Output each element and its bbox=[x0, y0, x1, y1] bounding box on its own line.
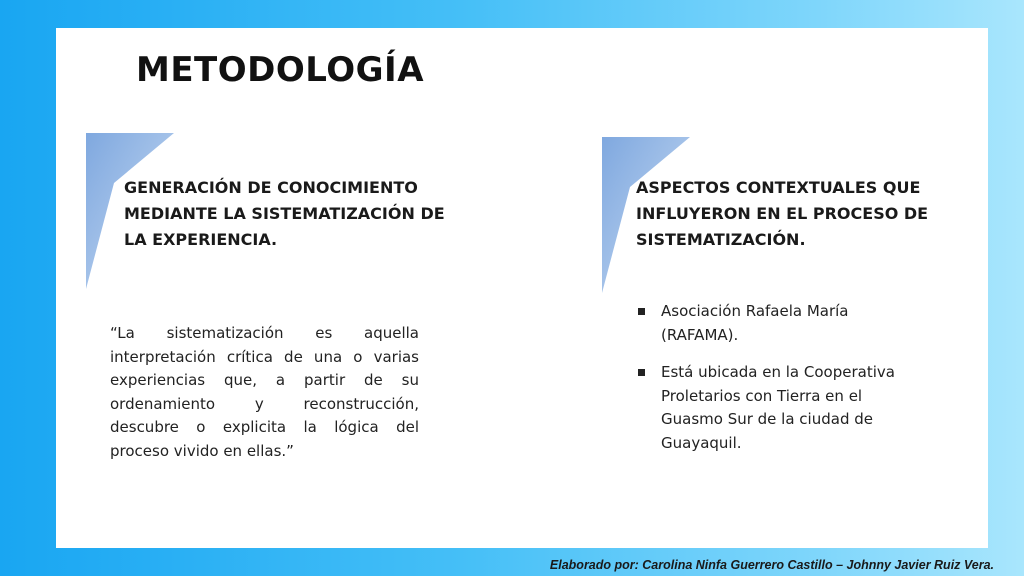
bullet-text: Asociación Rafaela María (RAFAMA). bbox=[661, 302, 849, 344]
left-section-heading: GENERACIÓN DE CONOCIMIENTO MEDIANTE LA SISTEMATIZACIÓN DE LA EXPERIENCIA. bbox=[124, 178, 445, 249]
context-bullet-list bbox=[636, 300, 906, 469]
content-panel bbox=[56, 28, 988, 548]
author-footer: Elaborado por: Carolina Ninfa Guerrero Castillo – Johnny Javier Ruiz Vera. bbox=[549, 558, 994, 572]
square-bullet-icon bbox=[638, 308, 645, 315]
page-title: METODOLOGÍA bbox=[136, 50, 425, 90]
list-item bbox=[636, 300, 906, 347]
definition-quote: “La sistematización es aquella interpretación crítica de una o varias experiencias que, a partir de su ordenamiento y reconstrucción, descubre o explicita la lógica del proceso vivido en ellas.” bbox=[110, 324, 419, 460]
list-item bbox=[636, 361, 906, 455]
bullet-text: Está ubicada en la Cooperativa Proletarios con Tierra en el Guasmo Sur de la ciudad de Guayaquil. bbox=[661, 363, 895, 452]
square-bullet-icon bbox=[638, 369, 645, 376]
right-section-heading: ASPECTOS CONTEXTUALES QUE INFLUYERON EN EL PROCESO DE SISTEMATIZACIÓN. bbox=[636, 178, 929, 249]
